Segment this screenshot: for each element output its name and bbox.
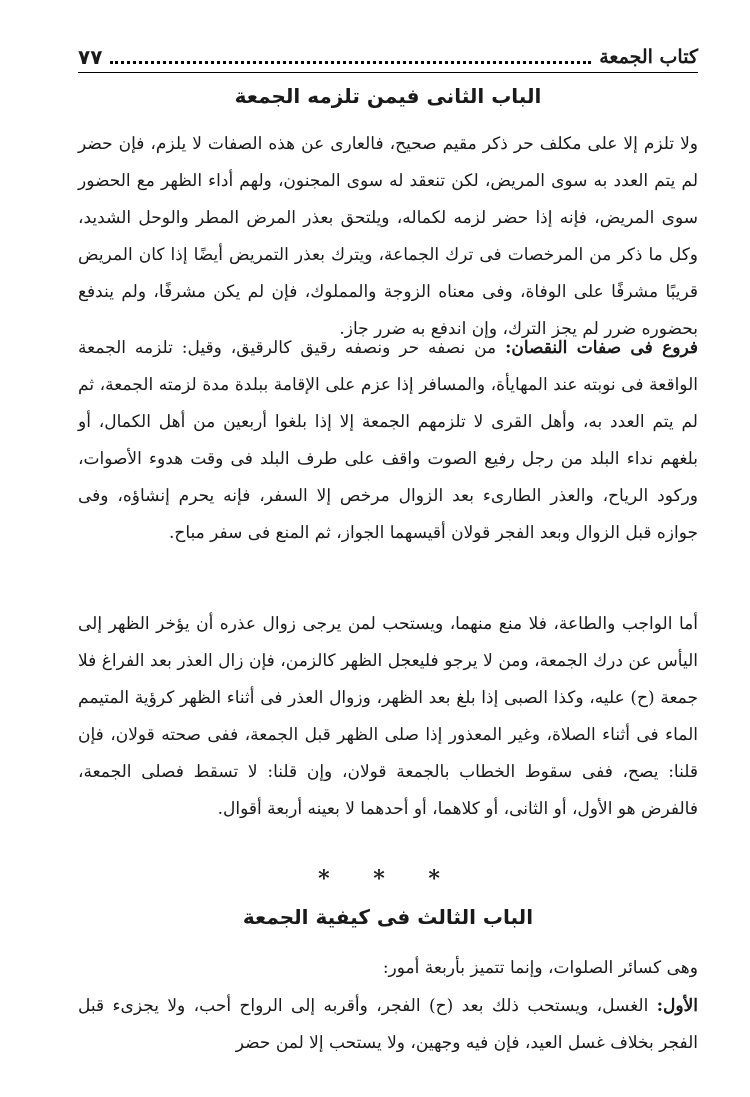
paragraph-first-matter (78, 988, 698, 1062)
chapter-heading-2: الباب الثانى فيمن تلزمه الجمعة (234, 84, 542, 108)
chapter-heading-3: الباب الثالث فى كيفية الجمعة (242, 905, 534, 929)
section-separator: * * * (318, 866, 458, 892)
paragraph-obligation: ولا تلزم إلا على مكلف حر ذكر مقيم صحيح، فالعارى عن هذه الصفات لا يلزم، فإن حضر لم يتم العدد به سوى المريض، لكن تنعقد له سوى المجنون، ولهم أداء الظهر مع الحضور سوى المريض، فإنه إذا حضر لزمه لكماله، ويلتحق بعذر المرض المطر والوحل الشديد، وكل ما ذكر من المرخصات فى ترك الجماعة، ويترك بعذر التمريض أيضًا إذا كان المريض قريبًا مشرفًا على الوفاة، وفى معناه الزوجة والمملوك، فإن لم يكن مشرفًا، ولم يندفع بحضوره ضرر لم يجز الترك، وإن اندفع به ضرر جاز. (78, 134, 698, 339)
paragraph-lead: الأول: (656, 996, 698, 1016)
paragraph-lead: فروع فى صفات النقصان: (505, 338, 698, 358)
book-title: كتاب الجمعة (599, 46, 698, 68)
paragraph-intro-four-matters: وهى كسائر الصلوات، وإنما تتميز بأربعة أمور: (382, 958, 698, 978)
paragraph-body: من نصفه حر ونصفه رقيق كالرقيق، وقيل: تلزمه الجمعة الواقعة فى نوبته عند المهايأة، والمسافر إذا عزم على الإقامة ببلدة مدة لزمته الجمعة، ثم لم يتم العدد به، وأهل القرى لا تلزمهم الجمعة إلا إذا بلغوا أربعين من أهل الكمال، أو بلغهم نداء البلد من رجل رفيع الصوت واقف على طرف البلد فى وقت هدوء الأصوات، وركود الرياح، والعذر الطارىء بعد الزوال مرخص إلا السفر، فإنه يحرم إنشاؤه، وفى جوازه قبل الزوال وبعد الفجر قولان أقيسهما الجواز، ثم المنع فى سفر مباح. (78, 338, 698, 543)
leader-dots (110, 51, 591, 64)
paragraph-deficiency-branches (78, 330, 698, 552)
paragraph-body: الغسل، ويستحب ذلك بعد (ح) الفجر، وأقربه إلى الرواح أحب، ولا يجزىء قبل الفجر بخلاف غسل العيد، فإن فيه وجهين، ولا يستحب إلا لمن حضر (78, 996, 698, 1053)
paragraph-duty-and-obedience: أما الواجب والطاعة، فلا منع منهما، ويستحب لمن يرجى زوال عذره أن يؤخر الظهر إلى اليأس عن درك الجمعة، ومن لا يرجو فليعجل الظهر كالزمن، فإن زال العذر بعد الفراغ فلا جمعة (ح) عليه، وكذا الصبى إذا بلغ بعد الظهر، وزوال العذر فى أثناء الظهر كرؤية المتيمم الماء فى أثناء الصلاة، وغير المعذور إذا صلى الظهر قبل الجمعة، ففى صحته قولان، فإن قلنا: يصح، ففى سقوط الخطاب بالجمعة قولان، وإن قلنا: لا تسقط فصلى الجمعة، فالفرض هو الأول، أو الثانى، أو كلاهما، أو أحدهما لا بعينه أربعة أقوال. (78, 614, 698, 819)
page-number: ٧٧ (78, 45, 103, 69)
running-head (78, 42, 698, 73)
